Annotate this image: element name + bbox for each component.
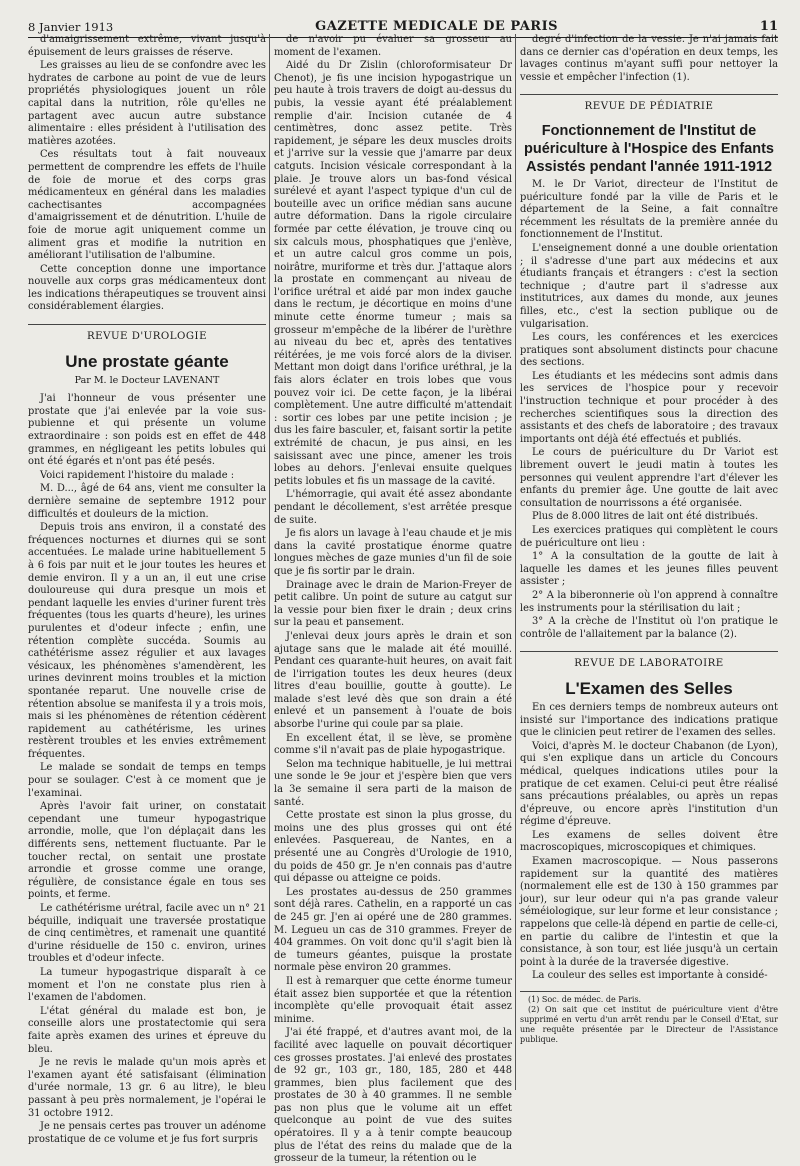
section-heading: REVUE D'UROLOGIE	[28, 324, 266, 344]
paragraph: Aidé du Dr Zislin (chloroformisateur Dr Chenot), je fis une incision hypogastrique un peu haute à trois travers de doigt au-dessus du pubis, la vessie ayant été préalablement remplie d'air. Incision cutanée de 4 centimètres, donc assez petite. Très rapidement, je sépare les deux muscles droits et j'arrive sur la vessie que j'amarre par deux catguts. Incision vésicale correspondant à la plaie. Je trouve alors un bas-fond vésical surélevé et ayant l'aspect typique d'un cul de bouteille avec un orifice médian sans aucune autre déformation. Dans la rigole circulaire formée par cette élévation, je trouve cinq ou six calculs mous, phosphatiques que j'enlève, et un autre calcul gros comme un pois, noirâtre, muriforme et très dur. J'attaque alors la prostate en commençant au niveau de l'orifice urétral et aidé par mon index gauche dans le rectum, je décortique en moins d'une minute cette énorme tumeur ; mais sa grosseur m'empêche de la libérer de l'urèthre au niveau du bec et, après des tentatives réitérées, je me vois forcé alors de la diviser. Mettant mon doigt dans l'orifice uréthral, je la fais alors éclater en trois lobes que vous pouvez voir ici. De cette façon, je la libérai complètement. Une autre difficulté m'attendait : sortir ces lobes par une petite incision ; je dus les faire basculer, et, faisant sortir la petite extrémité de chacun, je pus ainsi, en les saisissant avec une pince, amener les trois lobes au dehors. J'enlevai ensuite quelques petits lobules et fis un massage de la cavité.	[274, 60, 512, 487]
paragraph: d'amaigrissement extrême, vivant jusqu'à épuisement de leurs graisses de réserve.	[28, 34, 266, 58]
column-3	[520, 34, 778, 1092]
page-number: 11	[759, 19, 778, 34]
paragraph: Je ne pensais certes pas trouver un adénome prostatique de ce volume et je fus fort surpris	[28, 1121, 266, 1145]
paragraph: 2° A la biberonnerie où l'on apprend à connaître les instruments pour la stérilisation du lait ;	[520, 589, 778, 614]
paragraph: Voici rapidement l'histoire du malade :	[40, 469, 235, 481]
paragraph: M. le Dr Variot, directeur de l'Institut de puériculture fondé par la ville de Paris et le département de la Seine, a fait connaître récemment les résultats de la première année du fonctionnement de l'Institut.	[520, 178, 778, 241]
article-title: L'Examen des Selles	[565, 678, 733, 698]
paragraph: En excellent état, il se lève, se promène comme s'il n'avait pas de plaie hypogastrique.	[274, 732, 512, 757]
paragraph: Depuis trois ans environ, il a constaté des fréquences nocturnes et diurnes qui se sont accentuées. Le malade urine habituellement 5 à 6 fois par nuit et le jour toutes les heures et demie environ. Il y a un an, il eut une crise douloureuse qui dura presque un mois et pendant laquelle les envies d'uriner furent très fréquentes (tous les quarts d'heure), les urines purulentes et d'odeur infecte ; enfin, une rétention complète succéda. Soumis au cathétérisme assez régulier et aux lavages vésicaux, les phénomènes s'amendèrent, les urines devinrent moins troubles et la miction spontanée reparut. Une nouvelle crise de rétention absolue se manifesta il y a trois mois, mais si les phénomènes de rétention cédèrent rapidement au cathétérisme, les urines restèrent troubles et les envies extrêmement fréquentes.	[28, 522, 266, 760]
paragraph: Selon ma technique habituelle, je lui mettrai une sonde le 9e jour et j'espère bien que vers la 3e semaine il sera parti de la maison de santé.	[274, 758, 512, 808]
article-body	[520, 179, 778, 641]
paragraph: Le cathétérisme urétral, facile avec un n° 21 béquille, indiquait une traversée prostatique de cinq centimètres, et ramenait une quantité d'urine résiduelle de 150 c. environ, urines troubles et d'odeur infecte.	[28, 903, 266, 965]
paragraph: 3° A la crèche de l'Institut où l'on pratique le contrôle de l'allaitement par la balance (2).	[520, 616, 778, 640]
paragraph: En ces derniers temps de nombreux auteurs ont insisté sur l'importance des indications pratique que le clinicien peut retirer de l'examen des selles.	[520, 701, 778, 739]
paragraph: Drainage avec le drain de Marion-Freyer de petit calibre. Un point de suture au catgut sur la vessie pour bien fixer le drain ; deux crins sur la peau et pansement.	[274, 579, 512, 629]
section-heading: REVUE DE PÉDIATRIE	[520, 94, 778, 114]
paragraph: L'état général du malade est bon, je conseille alors une prostatectomie qui sera faite après examen des urines et épreuve du bleu.	[28, 1005, 266, 1055]
paragraph: de n'avoir pu évaluer sa grosseur au moment de l'examen.	[274, 34, 512, 58]
paragraph: Les exercices pratiques qui complètent le cours de puériculture ont lieu :	[520, 525, 778, 549]
footnote-rule	[520, 991, 600, 992]
paragraph: Le malade se sondait de temps en temps pour se soulager. C'est à ce moment que je l'examinai.	[28, 762, 266, 799]
paragraph: Ces résultats tout à fait nouveaux permettent de comprendre les effets de l'huile de foie de morue et des corps gras médicamenteux en général dans les maladies cachectisantes accompagnées d'amaigrissement et de dénutrition. L'huile de foie de morue agit uniquement comme un aliment gras et modifie la nutrition en améliorant l'utilisation de l'albumine.	[28, 149, 266, 262]
publication-title: GAZETTE MEDICALE DE PARIS	[315, 19, 559, 34]
issue-date: 8 Janvier 1913	[28, 20, 114, 34]
paragraph: Voici, d'après M. le docteur Chabanon (de Lyon), qui s'en explique dans un article du Concours médical, quelques indications utiles pour la pratique de cet examen. Celui-ci peut être réalisé sans précautions préalables, ou après un repas d'épreuve, ou encore après l'institution d'un régime d'épreuve.	[520, 740, 778, 828]
paragraph: degré d'infection de la vessie. Je n'ai jamais fait dans ce dernier cas d'opération en deux temps, les lavages continus m'ayant suffi pour nettoyer la vessie et empêcher l'infection (1).	[520, 34, 778, 83]
intro-text	[28, 34, 266, 314]
intro-text	[520, 34, 778, 84]
paragraph: Le cours de puériculture du Dr Variot est librement ouvert le jeudi matin à toutes les personnes qui veulent apprendre l'art d'élever les enfants du premier âge. Une goutte de lait avec consultation de nourrissons a été organisée.	[520, 447, 778, 509]
paragraph: L'enseignement donné a une double orientation ; il s'adresse d'une part aux médecins et aux étudiants français et étrangers : c'est la section technique ; d'autre part il s'adresse aux institutrices, aux dames du monde, aux jeunes filles, etc., c'est la section publique ou de vulgarisation.	[520, 242, 778, 330]
paragraph: Plus de 8.000 litres de lait ont été distribués.	[532, 511, 759, 523]
paragraph: Cette conception donne une importance nouvelle aux corps gras médicamenteux dont les indications thérapeutiques se trouvent ainsi considérablement élargies.	[28, 263, 266, 313]
paragraph: Les cours, les conférences et les exercices pratiques sont absolument distincts pour chacune des sections.	[520, 332, 778, 369]
page-header	[28, 4, 778, 38]
paragraph: Les étudiants et les médecins sont admis dans les services de l'hospice pour y recevoir l'instruction technique et pour procéder à des recherches scientifiques sous la direction des assistants et des chefs de laboratoire ; des travaux importants ont déjà été effectués et publiés.	[520, 370, 778, 445]
paragraph: J'ai l'honneur de vous présenter une prostate que j'ai enlevée par la voie sus-pubienne et qui présente un volume extraordinaire : son poids est en effet de 448 grammes, en négligeant les petits lobules qui ont été égarés et n'ont pas été pesés.	[28, 393, 266, 468]
footnote: (2) On sait que cet institut de puériculture vient d'être supprimé en vertu d'un arrêt rendu par le Conseil d'Etat, sur une requête présentée par le Directeur de l'Assistance publique.	[520, 1005, 778, 1044]
paragraph: Les prostates au-dessus de 250 grammes sont déjà rares. Cathelin, en a rapporté un cas de 245 gr. J'en ai opéré une de 280 grammes. M. Legueu un cas de 310 grammes. Freyer de 404 grammes. On voit donc qu'il s'agit bien là de tumeurs géantes, puisque la prostate normale pèse environ 20 grammes.	[274, 886, 512, 974]
paragraph: Il est à remarquer que cette énorme tumeur était assez bien supportée et que la rétention incomplète qu'elle provoquait était assez minime.	[274, 975, 512, 1025]
article-title: Une prostate géante	[65, 351, 229, 371]
paragraph: Examen macroscopique. — Nous passerons rapidement sur la quantité des matières (normalement elle est de 130 à 150 grammes par jour), sur leur odeur qui n'a pas grande valeur séméiologique, sur leur forme et leur consistance ; rappelons que celle-là dépend en partie de celle-ci, en partie du calibre de l'intestin et que la consistance, à son tour, est liée jusqu'à un certain point à la durée de la traversée digestive.	[520, 856, 778, 968]
paragraph: La tumeur hypogastrique disparaît à ce moment et l'on ne constate plus rien à l'examen de l'abdomen.	[28, 966, 266, 1004]
paragraph: La couleur des selles est importante à considé-	[532, 970, 768, 982]
article-body	[520, 702, 778, 983]
paragraph: J'enlevai deux jours après le drain et son ajutage sans que le malade ait été mouillé. Pendant ces quarante-huit heures, on avait fait de l'irrigation toutes les deux heures (deux litres d'eau bouillie, goutte à goutte). Le malade s'est levé dès que son drain a été enlevé et un pansement à l'ouate de bois absorbe l'urine qui coule par sa plaie.	[274, 630, 512, 731]
paragraph: L'hémorragie, qui avait été assez abondante pendant le décollement, s'est arrêtée presque de suite.	[274, 489, 512, 526]
paragraph: J'ai été frappé, et d'autres avant moi, de la facilité avec laquelle on pouvait décortiquer ces grosses prostates. J'ai enlevé des prostates de 92 gr., 103 gr., 180, 185, 280 et 448 grammes, bien plus facilement que des prostates de 30 à 40 grammes. Il ne semble pas non plus que le volume ait un effet quelconque au point de vue des suites opératoires. Il y a à tenir compte beaucoup plus de l'état des reins du malade que de la grosseur de la tumeur, la rétention ou le	[274, 1027, 512, 1165]
article-body	[274, 34, 512, 1166]
paragraph: Cette prostate est sinon la plus grosse, du moins une des plus grosses qui ont été enlevées. Pasquereau, de Nantes, en a présenté une au Congrès d'Urologie de 1910, du poids de 450 gr. Je n'en connais pas d'autre qui dépasse ou atteigne ce poids.	[274, 810, 512, 885]
section-heading: REVUE DE LABORATOIRE	[520, 651, 778, 671]
column-1	[28, 34, 266, 1145]
article-title: Fonctionnement de l'Institut de puériculture à l'Hospice des Enfants Assistés pendant l'année 1911-1912	[523, 122, 774, 175]
paragraph: M. D..., âgé de 64 ans, vient me consulter la dernière semaine de septembre 1912 pour difficultés et douleurs de la miction.	[28, 483, 266, 520]
article-byline: Par M. le Docteur LAVENANT	[74, 374, 220, 386]
paragraph: Les examens de selles doivent être macroscopiques, microscopiques et chimiques.	[520, 829, 778, 854]
footnote: (1) Soc. de médec. de Paris.	[528, 995, 642, 1004]
column-rule	[269, 34, 270, 1090]
paragraph: Les graisses au lieu de se confondre avec les hydrates de carbone au point de vue de leurs propriétés physiologiques jouent un rôle capital dans la nutrition, rôle qu'elles ne partagent avec aucun autre substance alimentaire : elles président à l'utilisation des matières azotées.	[28, 60, 266, 147]
column-rule	[515, 34, 516, 1090]
paragraph: Je fis alors un lavage à l'eau chaude et je mis dans la cavité prostatique énorme quatre longues mèches de gaze munies d'un fil de soie que je fis sortir par le drain.	[274, 528, 512, 577]
paragraph: 1° A la consultation de la goutte de lait à laquelle les dames et les jeunes filles peuvent assister ;	[520, 551, 778, 588]
article-body	[28, 393, 266, 1146]
column-2	[274, 34, 512, 1165]
footnotes	[520, 995, 778, 1045]
paragraph: Après l'avoir fait uriner, on constatait cependant une tumeur hypogastrique arrondie, molle, que l'on déplaçait dans les différents sens, nettement fluctuante. Par le toucher rectal, on sentait une prostate arrondie et grosse comme une orange, régulière, de consistance égale en tous ses points, et ferme.	[28, 801, 266, 901]
paragraph: Je ne revis le malade qu'un mois après et l'examen ayant été satisfaisant (élimination d'urée normale, 13 gr. 6 au litre), le bleu passant à peu près normalement, je l'opérai le 31 octobre 1912.	[28, 1057, 266, 1119]
